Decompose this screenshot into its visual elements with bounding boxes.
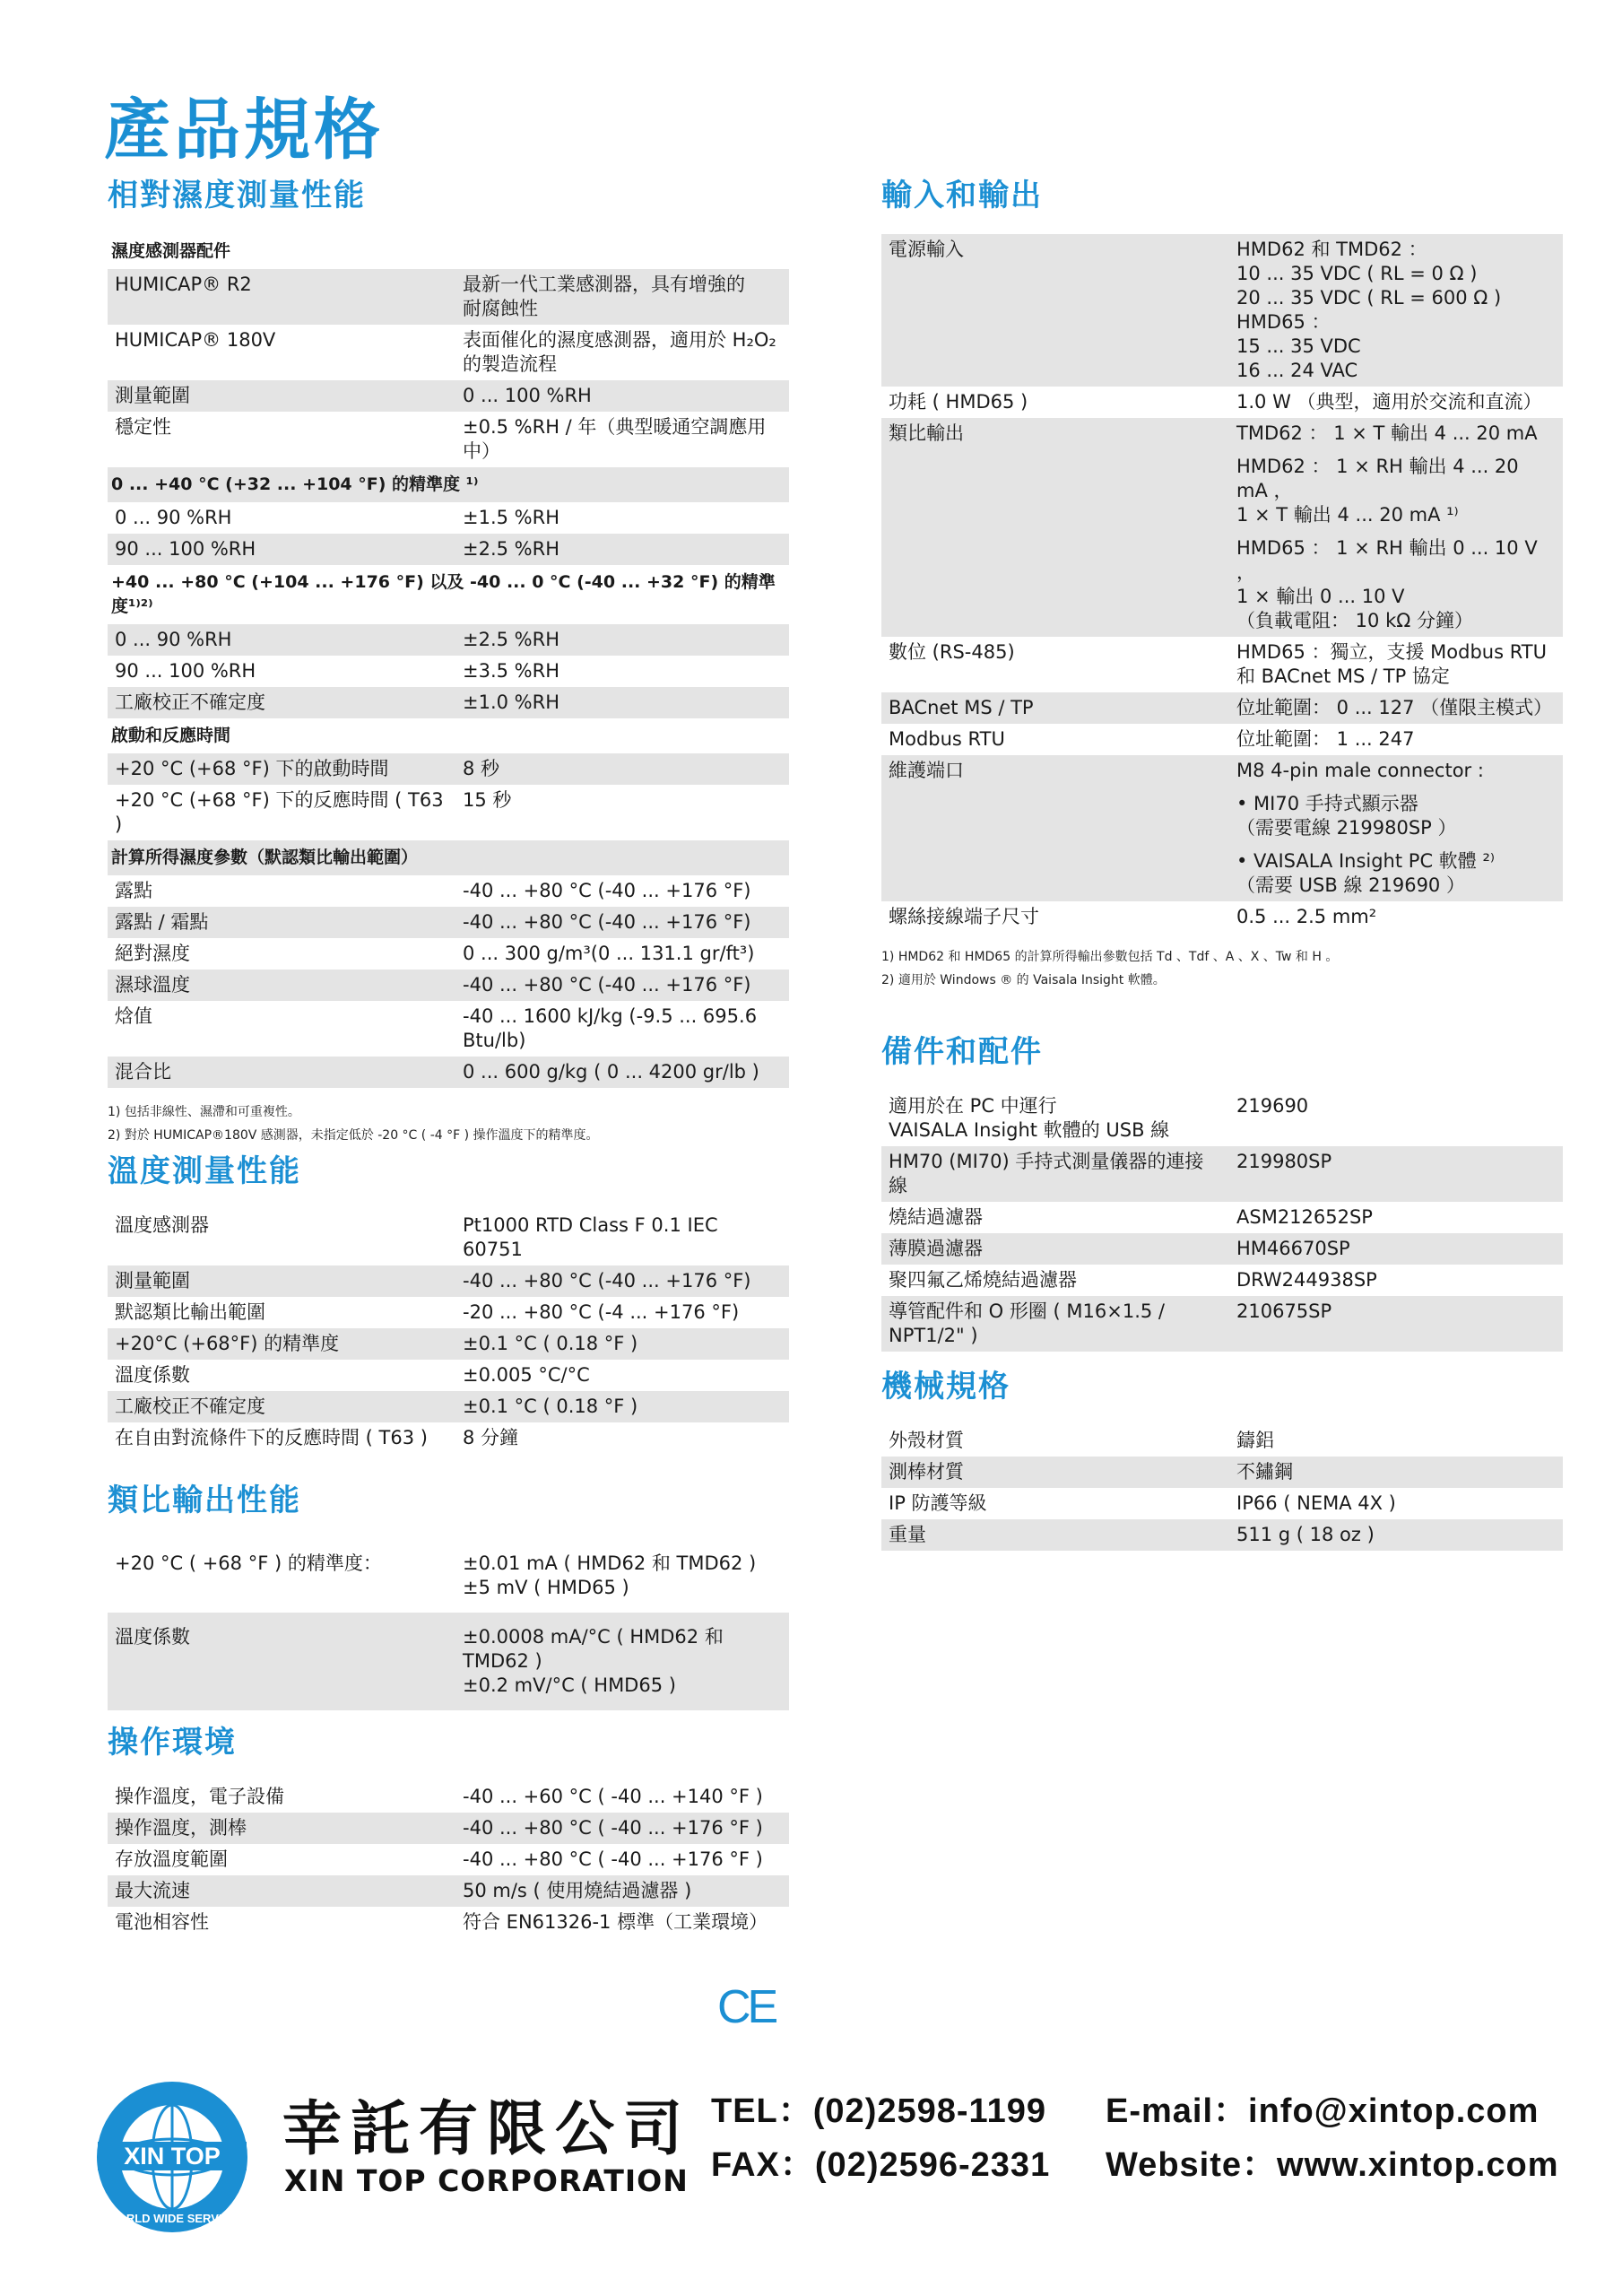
spec-label: 穩定性 xyxy=(115,416,171,438)
table-row xyxy=(881,1457,1563,1488)
spec-label: 溫度係數 xyxy=(115,1364,190,1386)
table-row xyxy=(108,502,789,534)
spec-value: 15 秒 xyxy=(463,789,512,811)
spec-value: 8 分鐘 xyxy=(463,1427,519,1448)
spec-label: 測棒材質 xyxy=(881,1457,1229,1488)
spec-value: 511 g ( 18 oz ) xyxy=(1229,1519,1563,1551)
spec-value: ±0.005 °C/°C xyxy=(463,1364,590,1386)
spec-label: 外殼材質 xyxy=(889,1430,964,1451)
spec-value: ±0.1 °C ( 0.18 °F ) xyxy=(455,1391,789,1422)
spec-label: 90 ... 100 %RH xyxy=(115,660,256,682)
spec-value xyxy=(1229,387,1563,418)
spec-value: -40 ... +80 °C (-40 ... +176 °F) xyxy=(463,880,751,901)
spec-label: 操作溫度，電子設備 xyxy=(115,1786,284,1807)
section-mech xyxy=(881,1361,1563,1551)
spec-value xyxy=(1229,755,1563,901)
table-row xyxy=(108,412,789,467)
section-rh xyxy=(108,170,789,1147)
spec-label: 0 ... 90 %RH xyxy=(115,507,232,528)
spec-value: IP66 ( NEMA 4X ) xyxy=(1236,1492,1396,1514)
group-heading: 啟動和反應時間 xyxy=(111,726,231,745)
spec-label: 0 ... 90 %RH xyxy=(108,624,455,656)
spec-label: 濕球溫度 xyxy=(108,970,455,1001)
group-heading: 0 ... +40 °C (+32 ... +104 °F) 的精準度 ¹⁾ xyxy=(108,467,789,502)
spec-label: 適用於在 PC 中運行 VAISALA Insight 軟體的 USB 線 xyxy=(889,1095,1170,1141)
section-io xyxy=(881,170,1563,992)
spec-value: ±2.5 %RH xyxy=(455,534,789,565)
spec-value xyxy=(1229,724,1563,755)
spec-value: 鑄鋁 xyxy=(1236,1430,1274,1451)
spec-value xyxy=(1229,901,1563,933)
website-link[interactable]: Website：www.xintop.com xyxy=(1106,2146,1559,2184)
spec-value-line: 位址範圍： 1 ... 247 xyxy=(1236,728,1415,750)
spec-label: HUMICAP® R2 xyxy=(108,269,455,325)
table-row xyxy=(108,1844,789,1875)
section-temp xyxy=(108,1146,789,1454)
spec-value: 表面催化的濕度感測器，適用於 H₂O₂ 的製造流程 xyxy=(463,329,776,375)
xintop-logo xyxy=(94,2079,251,2236)
spec-label: 導管配件和 O 形圈 ( M16×1.5 / NPT1/2" ) xyxy=(881,1296,1229,1352)
spec-value: 0 ... 100 %RH xyxy=(455,380,789,412)
group-heading: 計算所得濕度參數（默認類比輸出範圍） xyxy=(108,840,789,875)
table-row xyxy=(108,687,789,718)
table-row xyxy=(108,907,789,938)
spec-value xyxy=(1229,234,1563,387)
spec-label: 電池相容性 xyxy=(115,1911,209,1933)
spec-value: ±1.0 %RH xyxy=(455,687,789,718)
spec-label: 測量範圍 xyxy=(108,1265,455,1297)
io-table xyxy=(881,234,1563,933)
spec-value-line: HMD62 ： 1 × RH 輸出 4 ... 20 mA ， 1 × T 輸出 4 ... 20 mA ¹⁾ xyxy=(1236,456,1519,526)
spec-label: 混合比 xyxy=(108,1057,455,1088)
group-heading: +40 ... +80 °C (+104 ... +176 °F) 以及 -40 ... 0 °C (-40 ... +32 °F) 的精準度¹⁾²⁾ xyxy=(111,572,776,616)
spec-value: 0 ... 300 g/m³(0 ... 131.1 gr/ft³) xyxy=(463,943,755,964)
table-row xyxy=(108,534,789,565)
spec-label: Modbus RTU xyxy=(889,728,1005,750)
spec-label: 維護端口 xyxy=(881,755,1229,901)
table-row xyxy=(108,467,789,502)
group-heading: 濕度感測器配件 xyxy=(111,241,231,261)
table-row xyxy=(108,1297,789,1328)
spec-label: +20 °C (+68 °F) 下的啟動時間 xyxy=(108,753,455,785)
spec-value-line: TMD62 ： 1 × T 輸出 4 ... 20 mA xyxy=(1236,422,1538,444)
ce-mark: CE xyxy=(717,1981,776,2033)
spec-value: 符合 EN61326-1 標準（工業環境） xyxy=(463,1911,768,1933)
table-row xyxy=(108,970,789,1001)
logo-ring-text: WORLD WIDE SERVICE xyxy=(106,2212,239,2225)
spec-label: 薄膜過濾器 xyxy=(881,1233,1229,1265)
table-row xyxy=(881,637,1563,692)
spec-value-line: 位址範圍： 0 ... 127 （僅限主模式） xyxy=(1236,697,1553,718)
spec-label: 溫度係數 xyxy=(108,1613,455,1710)
table-row xyxy=(881,1488,1563,1519)
spec-label: +20 °C ( +68 °F ) 的精準度： xyxy=(115,1552,382,1574)
section-title: 操作環境 xyxy=(108,1725,237,1761)
spec-value-line: 0.5 ... 2.5 mm² xyxy=(1236,906,1377,927)
table-row xyxy=(881,1202,1563,1233)
accessories-table xyxy=(881,1091,1563,1352)
spec-label: 默認類比輸出範圍 xyxy=(115,1301,265,1323)
footer xyxy=(94,2063,1574,2225)
footnote: 1) 包括非線性、濕滯和可重複性。 xyxy=(108,1105,300,1119)
spec-value: ±0.0008 mA/°C ( HMD62 和 TMD62 ) ±0.2 mV/°C ( HMD65 ) xyxy=(455,1613,789,1710)
table-row xyxy=(881,1146,1563,1202)
spec-label: BACnet MS / TP xyxy=(881,692,1229,724)
table-row xyxy=(881,387,1563,418)
table-row xyxy=(108,1360,789,1391)
spec-label: +20 °C (+68 °F) 下的反應時間 ( T63 ) xyxy=(115,789,444,835)
spec-value xyxy=(1229,637,1563,692)
email-link[interactable]: E-mail：info@xintop.com xyxy=(1106,2092,1540,2130)
spec-value: 不鏽鋼 xyxy=(1229,1457,1563,1488)
spec-label: 存放溫度範圍 xyxy=(115,1848,228,1870)
section-title: 備件和配件 xyxy=(881,1034,1043,1070)
table-row xyxy=(108,269,789,325)
env-table xyxy=(108,1781,789,1938)
spec-label: 重量 xyxy=(881,1519,1229,1551)
spec-value-line: HMD65 ： 1 × RH 輸出 0 ... 10 V ， 1 × 輸出 0 ... 10 V （負載電阻： 10 kΩ 分鐘） xyxy=(1236,537,1538,631)
table-row xyxy=(108,565,789,624)
table-row xyxy=(108,1813,789,1844)
table-row xyxy=(108,1265,789,1297)
rh-table xyxy=(108,234,789,1088)
spec-label: 電源輸入 xyxy=(881,234,1229,387)
footnote: 2) 對於 HUMICAP®180V 感測器，未指定低於 -20 °C ( -4 °F ) 操作溫度下的精準度。 xyxy=(108,1128,599,1143)
table-row xyxy=(108,325,789,380)
table-row xyxy=(881,1091,1563,1146)
spec-value: 219980SP xyxy=(1229,1146,1563,1202)
spec-value: ±0.1 °C ( 0.18 °F ) xyxy=(455,1328,789,1360)
analog-table xyxy=(108,1539,789,1710)
spec-value: ±3.5 %RH xyxy=(463,660,560,682)
spec-label: 功耗 ( HMD65 ) xyxy=(889,391,1028,413)
page-title: 產品規格 xyxy=(104,91,384,169)
table-row xyxy=(108,1907,789,1938)
spec-label: 溫度感測器 xyxy=(115,1214,209,1236)
table-row xyxy=(108,380,789,412)
section-accessories xyxy=(881,1027,1563,1352)
section-title: 相對濕度測量性能 xyxy=(108,178,366,213)
table-row xyxy=(108,234,789,269)
table-row xyxy=(108,1328,789,1360)
section-title: 機械規格 xyxy=(881,1369,1010,1405)
spec-label: 螺絲接線端子尺寸 xyxy=(889,906,1039,927)
spec-value: DRW244938SP xyxy=(1236,1269,1377,1291)
table-row xyxy=(108,718,789,753)
spec-label: 最大流速 xyxy=(108,1875,455,1907)
spec-value-line: • VAISALA Insight PC 軟體 ²⁾ （需要 USB 線 219690 ） xyxy=(1236,850,1496,896)
company-name-en: XIN TOP CORPORATION xyxy=(284,2163,689,2198)
spec-value: -40 ... +80 °C (-40 ... +176 °F) xyxy=(455,970,789,1001)
company-name-cn: 幸託有限公司 xyxy=(282,2094,691,2163)
spec-value xyxy=(1229,692,1563,724)
table-row xyxy=(108,1539,789,1613)
spec-label: HUMICAP® 180V xyxy=(115,329,276,351)
spec-label: 聚四氟乙烯燒結過濾器 xyxy=(889,1269,1077,1291)
table-row xyxy=(881,692,1563,724)
footnote: 1) HMD62 和 HMD65 的計算所得輸出參數包括 Td 、Tdf 、A 、X 、Tw 和 H 。 xyxy=(881,950,1339,964)
spec-value-line: • MI70 手持式顯示器 （需要電線 219980SP ） xyxy=(1236,793,1457,839)
spec-value: Pt1000 RTD Class F 0.1 IEC 60751 xyxy=(463,1214,718,1260)
table-row xyxy=(881,418,1563,637)
table-row xyxy=(881,1265,1563,1296)
spec-label: 在自由對流條件下的反應時間 ( T63 ) xyxy=(115,1427,428,1448)
spec-value-line: HMD65 ：獨立，支援 Modbus RTU 和 BACnet MS / TP 協定 xyxy=(1236,641,1547,687)
section-title: 類比輸出性能 xyxy=(108,1483,301,1518)
table-row xyxy=(108,1391,789,1422)
tel: TEL：(02)2598-1199 xyxy=(711,2092,1046,2130)
spec-value: 最新一代工業感測器，具有增強的 耐腐蝕性 xyxy=(455,269,789,325)
spec-label: 露點 xyxy=(115,880,152,901)
table-row xyxy=(108,1422,789,1454)
spec-value: -40 ... 1600 kJ/kg (-9.5 ... 695.6 Btu/lb) xyxy=(463,1005,758,1051)
table-row xyxy=(108,785,789,840)
spec-label: +20°C (+68°F) 的精準度 xyxy=(108,1328,455,1360)
spec-label: HM70 (MI70) 手持式測量儀器的連接線 xyxy=(881,1146,1229,1202)
table-row xyxy=(108,938,789,970)
table-row xyxy=(881,1296,1563,1352)
spec-value: 0 ... 600 g/kg ( 0 ... 4200 gr/lb ) xyxy=(455,1057,789,1088)
spec-value: 219690 xyxy=(1236,1095,1309,1117)
spec-label: 焓值 xyxy=(115,1005,152,1027)
spec-value: -40 ... +80 °C ( -40 ... +176 °F ) xyxy=(455,1813,789,1844)
logo-text: XIN TOP xyxy=(124,2143,221,2170)
spec-value: ASM212652SP xyxy=(1236,1206,1373,1228)
spec-value: ±0.01 mA ( HMD62 和 TMD62 ) ±5 mV ( HMD65 ) xyxy=(463,1552,757,1598)
table-row xyxy=(881,1425,1563,1457)
section-env xyxy=(108,1718,789,1938)
mech-table xyxy=(881,1425,1563,1551)
table-row xyxy=(881,724,1563,755)
table-row xyxy=(108,1613,789,1710)
spec-value: 210675SP xyxy=(1229,1296,1563,1352)
spec-label: 露點 / 霜點 xyxy=(108,907,455,938)
table-row xyxy=(108,840,789,875)
spec-value-line: HMD62 和 TMD62 ： 10 ... 35 VDC ( RL = 0 Ω ) 20 ... 35 VDC ( RL = 600 Ω ) HMD65 ： 15 ... 35 VDC 16 ... 24 VAC xyxy=(1236,239,1502,381)
spec-value: 50 m/s ( 使用燒結過濾器 ) xyxy=(455,1875,789,1907)
temp-table xyxy=(108,1210,789,1454)
table-row xyxy=(881,755,1563,901)
table-row xyxy=(108,753,789,785)
table-row xyxy=(881,1519,1563,1551)
table-row xyxy=(108,624,789,656)
spec-label: 工廠校正不確定度 xyxy=(108,687,455,718)
table-row xyxy=(881,234,1563,387)
spec-value: ±0.5 %RH / 年（典型暖通空調應用中） xyxy=(463,416,767,462)
table-row xyxy=(108,1001,789,1057)
table-row xyxy=(108,1057,789,1088)
footnotes xyxy=(108,1100,789,1147)
spec-value-line: 1.0 W （典型，適用於交流和直流） xyxy=(1236,391,1542,413)
table-row xyxy=(108,1781,789,1813)
spec-value: ±2.5 %RH xyxy=(455,624,789,656)
table-row xyxy=(108,875,789,907)
spec-value: -40 ... +80 °C (-40 ... +176 °F) xyxy=(455,1265,789,1297)
spec-value: HM46670SP xyxy=(1229,1233,1563,1265)
spec-label: 絕對濕度 xyxy=(115,943,190,964)
spec-value: ±1.5 %RH xyxy=(463,507,560,528)
spec-label: 類比輸出 xyxy=(881,418,1229,637)
spec-label: 90 ... 100 %RH xyxy=(108,534,455,565)
spec-value: -40 ... +80 °C (-40 ... +176 °F) xyxy=(455,907,789,938)
spec-label: 數位 (RS-485) xyxy=(889,641,1015,663)
table-row xyxy=(881,1233,1563,1265)
table-row xyxy=(881,901,1563,933)
fax: FAX：(02)2596-2331 xyxy=(711,2146,1051,2184)
spec-value-line: M8 4-pin male connector : xyxy=(1236,760,1484,781)
spec-label: 測量範圍 xyxy=(108,380,455,412)
table-row xyxy=(108,1210,789,1265)
spec-label: 燒結過濾器 xyxy=(889,1206,983,1228)
table-row xyxy=(108,656,789,687)
spec-label: IP 防護等級 xyxy=(889,1492,987,1514)
section-title: 輸入和輸出 xyxy=(881,178,1043,213)
spec-value: 8 秒 xyxy=(455,753,789,785)
section-analog xyxy=(108,1475,789,1710)
spec-value: -40 ... +60 °C ( -40 ... +140 °F ) xyxy=(463,1786,763,1807)
footnotes xyxy=(881,945,1563,992)
spec-label: 工廠校正不確定度 xyxy=(108,1391,455,1422)
spec-value xyxy=(1229,418,1563,637)
table-row xyxy=(108,1875,789,1907)
spec-value: -20 ... +80 °C (-4 ... +176 °F) xyxy=(463,1301,740,1323)
spec-label: 操作溫度，測棒 xyxy=(108,1813,455,1844)
section-title: 溫度測量性能 xyxy=(108,1153,301,1189)
spec-value: -40 ... +80 °C ( -40 ... +176 °F ) xyxy=(463,1848,763,1870)
footnote: 2) 適用於 Windows ® 的 Vaisala Insight 軟體。 xyxy=(881,973,1166,987)
